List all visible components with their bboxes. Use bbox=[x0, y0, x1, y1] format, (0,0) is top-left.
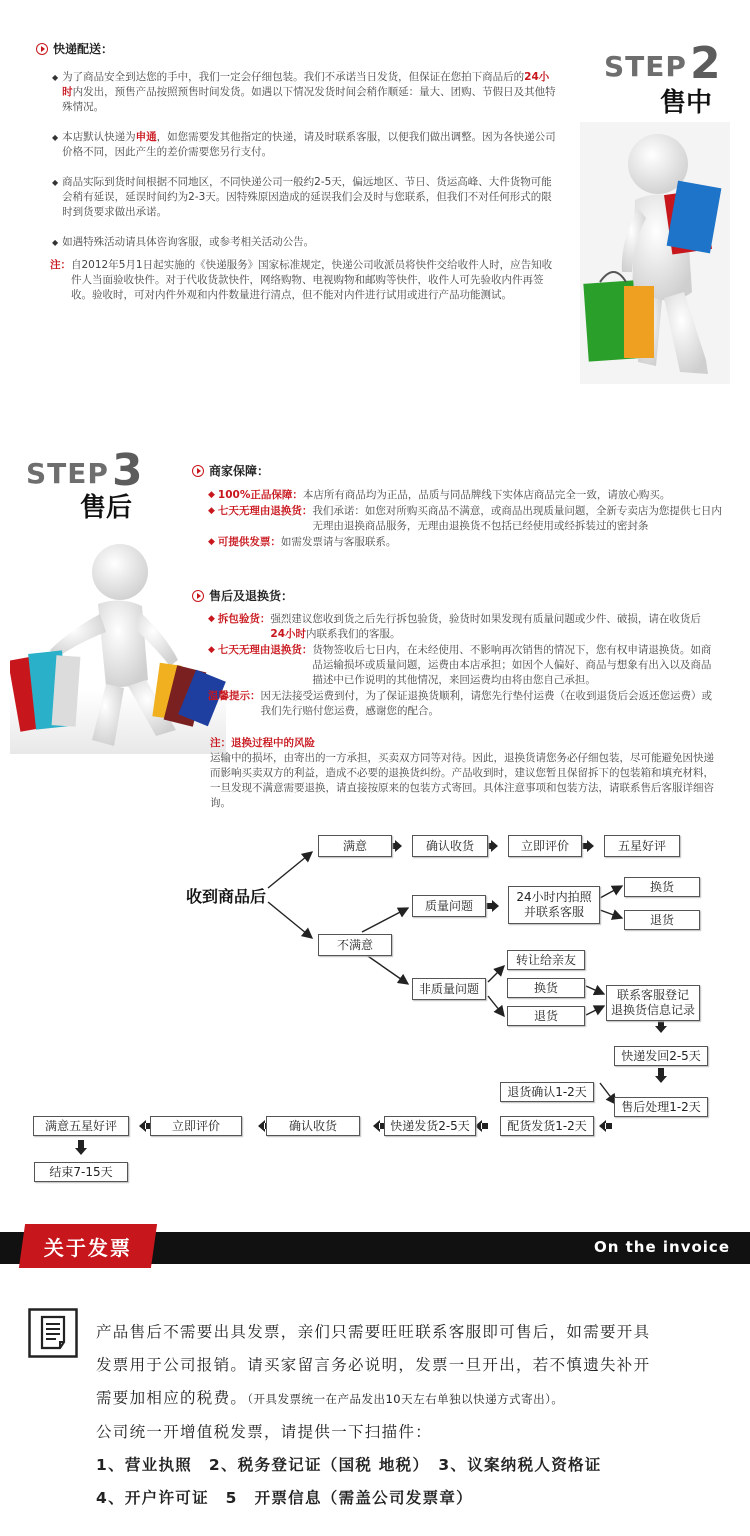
delivery-item: ◆ 如遇特殊活动请具体咨询客服，或参考相关活动公告。 bbox=[52, 236, 315, 248]
delivery-list bbox=[52, 70, 558, 303]
bullet-icon: ◆ bbox=[52, 238, 59, 247]
invoice-line: 发票用于公司报销。请买家留言务必说明，发票一旦开出，若不慎遗失补开 bbox=[96, 1356, 651, 1374]
risk-note: 注：退换过程中的风险 运输中的损坏，由寄出的一方承担，买卖双方同等对待。因此，退换货请您务必仔细包装，尽可能避免因快递而影响买卖双方的利益，造成不必要的退换货纠纷。产品收到时，建议您暂且保留拆下的包装箱和填充材料，一旦发现不满意需要退换，请直接按原来的包装方式寄回。具体注意事项和包装方法，请联系售后客服详细咨询。 bbox=[210, 737, 714, 809]
flow-return-confirm: 退货确认1-2天 bbox=[500, 1082, 594, 1102]
document-icon bbox=[28, 1308, 78, 1358]
flow-quality-issue: 质量问题 bbox=[412, 895, 486, 917]
guarantee-item: ◆ 100%正品保障： 本店所有商品均为正品，品质与同品牌线下实体店商品完全一致，请放心购买。 bbox=[208, 489, 671, 501]
guarantee-heading: 商家保障： bbox=[192, 462, 269, 479]
flow-register: 联系客服登记 退换货信息记录 bbox=[606, 985, 700, 1021]
delivery-item: ◆ 商品实际到货时间根据不同地区，不同快递公司一般约2-5天，偏远地区、节日、货运高峰、大件货物可能会稍有延误，延误时间约为2-3天。因特殊原因造成的延误我们会及时与您联系，但我们不对任何形式的限时到货要求做出承诺。 bbox=[52, 176, 552, 218]
flow-confirm-receipt: 确认收货 bbox=[412, 835, 488, 857]
flow-return: 退货 bbox=[507, 1006, 585, 1026]
delivery-item: ◆ 为了商品安全到达您的手中，我们一定会仔细包装。我们不承诺当日发货，但保证在您拍下商品后的24小时内发出，预售产品按照预售时间发货。如遇以下情况发货时间会稍作顺延：量大、团购、节假日及其他特殊情况。 bbox=[52, 71, 556, 113]
bullet-icon: ◆ bbox=[52, 133, 59, 142]
flow-start: 收到商品后 bbox=[186, 887, 267, 906]
arrow-circle-icon bbox=[36, 43, 48, 55]
flow-transfer: 转让给亲友 bbox=[507, 950, 585, 970]
flow-express: 快递发货2-5天 bbox=[384, 1116, 476, 1136]
flow-ship-back: 快递发回2-5天 bbox=[614, 1046, 708, 1066]
flow-review: 立即评价 bbox=[508, 835, 582, 857]
flow-photo-contact: 24小时内拍照 并联系客服 bbox=[508, 886, 600, 924]
shopper-figure-icon bbox=[10, 540, 226, 754]
invoice-line: 4、开户许可证 5 开票信息（需盖公司发票章） bbox=[96, 1489, 473, 1507]
flow-return: 退货 bbox=[624, 910, 700, 930]
flow-satisfied-five-star: 满意五星好评 bbox=[33, 1116, 129, 1136]
flow-review: 立即评价 bbox=[150, 1116, 242, 1136]
bullet-icon: ◆ bbox=[208, 490, 215, 500]
delivery-heading: 快递配送： bbox=[36, 40, 113, 57]
flow-exchange: 换货 bbox=[507, 978, 585, 998]
bullet-icon: ◆ bbox=[208, 645, 215, 655]
aftersale-item: ◆ 拆包验货： 强烈建议您收到货之后先行拆包验货，验货时如果发现有质量问题或少件、破损，请在收货后24小时内联系我们的客服。 bbox=[208, 613, 701, 640]
flow-end: 结束7-15天 bbox=[34, 1162, 128, 1182]
arrow-circle-icon bbox=[192, 590, 204, 602]
aftersale-heading: 售后及退换货： bbox=[192, 587, 293, 604]
flow-exchange: 换货 bbox=[624, 877, 700, 897]
guarantee-list bbox=[208, 488, 724, 550]
bullet-icon: ◆ bbox=[208, 506, 215, 516]
invoice-text bbox=[96, 1316, 736, 1515]
flow-five-star: 五星好评 bbox=[604, 835, 680, 857]
aftersale-list bbox=[208, 612, 714, 719]
guarantee-item: ◆ 可提供发票： 如需发票请与客服联系。 bbox=[208, 536, 397, 548]
bullet-icon: ◆ bbox=[52, 178, 59, 187]
delivery-note: 注： 自2012年5月1日起实施的《快递服务》国家标准规定，快递公司收派员将快件交给收件人时，应告知收件人当面验收快件。对于代收货款快件，网络购物、电视购物和邮购等快件，收件人可先验收内件再签收。验收时，可对内件外观和内件数量进行清点，但不能对内件进行试用或进行产品功能测试。 bbox=[50, 259, 553, 301]
bullet-icon: ◆ bbox=[208, 537, 215, 547]
invoice-banner bbox=[0, 1224, 750, 1272]
step3-badge: STEP 3 售后 bbox=[26, 445, 143, 523]
flow-non-quality: 非质量问题 bbox=[412, 978, 486, 1000]
invoice-line: 需要加相应的税费。（开具发票统一在产品发出10天左右单独以快递方式寄出）。 bbox=[96, 1389, 564, 1407]
step2-badge: STEP 2 售中 bbox=[604, 38, 721, 118]
invoice-line: 公司统一开增值税发票，请提供一下扫描件： bbox=[96, 1423, 433, 1441]
aftersale-item: ◆ 七天无理由退换货： 货物签收后七日内，在未经使用、不影响再次销售的情况下，您有权申请退换货。如商品运输损坏或质量问题，运费由本店承担；如因个人偏好、商品与想象有出入以及商品描述中已作说明的其他情况，来回运费均由将由您自己承担。 bbox=[208, 644, 712, 686]
flow-dispatch: 配货发货1-2天 bbox=[500, 1116, 594, 1136]
shopper-figure-icon bbox=[580, 122, 730, 384]
flow-confirm-receipt: 确认收货 bbox=[266, 1116, 360, 1136]
guarantee-item: ◆ 七天无理由退换货： 我们承诺：如您对所购买商品不满意，或商品出现质量问题，全新专卖店为您提供七日内无理由退换商品服务，无理由退换货不包括已经使用或经拆装过的密封条 bbox=[208, 505, 722, 532]
flow-satisfied: 满意 bbox=[318, 835, 392, 857]
invoice-title-en: On the invoice bbox=[593, 1238, 730, 1256]
bullet-icon: ◆ bbox=[208, 614, 215, 624]
arrow-circle-icon bbox=[192, 465, 204, 477]
aftersale-item: 温馨提示： 因无法接受运费到付，为了保证退换货顺利，请您先行垫付运费（在收到退货后会返还您运费）或我们先行赔付您运费，感谢您的配合。 bbox=[208, 690, 712, 717]
bullet-icon: ◆ bbox=[52, 73, 59, 82]
delivery-item: ◆ 本店默认快递为申通，如您需要发其他指定的快递，请及时联系客服，以便我们做出调整。因为各快递公司价格不同，因此产生的差价需要您另行支付。 bbox=[52, 131, 556, 158]
flow-process: 售后处理1-2天 bbox=[614, 1097, 708, 1117]
invoice-line: 1、营业执照 2、税务登记证（国税 地税） 3、议案纳税人资格证 bbox=[96, 1456, 602, 1474]
invoice-line: 产品售后不需要出具发票，亲们只需要旺旺联系客服即可售后，如需要开具 bbox=[96, 1323, 651, 1341]
flow-unsatisfied: 不满意 bbox=[318, 934, 392, 956]
invoice-title: 关于发票 bbox=[44, 1235, 132, 1260]
